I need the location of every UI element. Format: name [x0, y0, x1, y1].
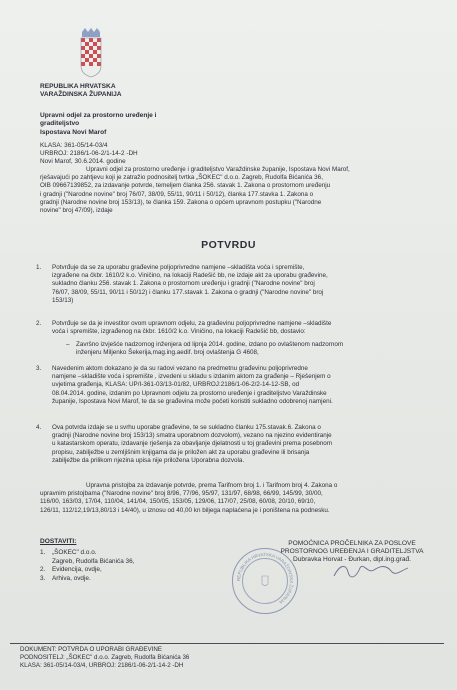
list-item: [40, 566, 134, 575]
signatory-title-2: PROSTORNOG UREĐENJA I GRADITELJSTVA: [280, 548, 424, 556]
crest-square: [97, 38, 101, 42]
item-line: gradnji (Narodne novine broj 153/13) smatra uporabnom dozvolom), vezano na njezino evidentiranje: [52, 432, 332, 440]
intro-line: OIB 09667139852, za izdavanje potvrde, temeljem članka 256. stavak 1. Zakona o prostornom uređenju: [40, 182, 331, 190]
crest-square: [93, 58, 97, 62]
stamp-text: REPUBLIKA HRVATSKA VARAŽDINSKA ŽUPANIJA: [235, 551, 295, 605]
item-line: Potvrđuje se da je investitor ovom upravnom odjelu, za građevinu poljoprivredne namjene –skladište: [52, 320, 332, 327]
item-number: 2.: [36, 320, 42, 327]
item-line: 08.04.2014. godine, izdanim po Upravnom odjelu za prostorno uređenje i graditeljstvo Varaždinske: [52, 389, 327, 397]
department-header: [40, 112, 157, 137]
item-line: županije, Ispostava Novi Marof, te da se građevina može početi koristiti sukladno odobrenoj namjeni.: [52, 397, 333, 405]
dash-bullet: –: [66, 341, 70, 348]
intro-line: novine" broj 47/09), izdaje: [40, 207, 113, 215]
document-meta: [40, 142, 138, 167]
recipient-text: Evidencija, ovdje,: [52, 566, 102, 574]
item-line: izgrađene na čkbr. 1610/2 k.o. Viničino, na lokaciji Radešić bb, ne izdaje akt za uporabu građevine,: [52, 272, 328, 280]
recipient-number: 1.: [40, 549, 46, 556]
signatory-title-1: POMOĆNICA PROČELNIKA ZA POSLOVE: [288, 540, 416, 547]
crest-square: [89, 62, 93, 66]
crest-square: [93, 42, 97, 46]
intro-line: i gradnji ("Narodne novine" broj 76/07, 38/09, 55/11, 90/11 i 50/12), članka 177.stavka 1. Zakona o: [40, 190, 314, 198]
recipient-text: Zagreb, Rudolfa Bićanića 36,: [52, 557, 135, 565]
crest-square: [89, 38, 93, 42]
item-number: 1.: [36, 264, 42, 271]
fees-line: 126/11, 112/12,19/13,80/13 i 14/40), u iznosu od 40,00 kn biljega naplaćena je i poništena na podnesku.: [40, 506, 330, 514]
crest-square: [93, 50, 97, 54]
klasa: KLASA: 361-05/14-03/4: [40, 142, 108, 149]
crest-square: [81, 46, 85, 50]
fees-line: Upravna pristojba za izdavanje potvrde, prema Tarifnom broj 1. i Tarifnom broj 4. Zakona o: [86, 482, 338, 489]
item-line: 76/07, 38/09, 55/11, 90/11 i 50/12) i članku 177.stavak 1. Zakona o gradnji ("Narodne novine" broj: [52, 288, 324, 296]
crest-square: [97, 46, 101, 50]
footer-line-3: KLASA: 361-05/14-03/4, URBROJ: 2186/1-06-2/1-14-2 -DH: [20, 661, 184, 669]
crest-square: [97, 54, 101, 58]
recipient-text: „ŠOKEC" d.o.o.: [52, 549, 97, 556]
footer-divider: [10, 643, 444, 644]
list-item: [36, 264, 428, 305]
sub-item: [66, 341, 426, 357]
department-line-1: Upravni odjel za prostorno uređenje i: [40, 112, 157, 119]
fees-paragraph: [40, 482, 426, 515]
item-line: Navedenim aktom dokazano je da su radovi vezano na predmetnu građevinu poljoprivredne: [52, 365, 308, 372]
crest-square: [85, 58, 89, 62]
signatory-name: Dubravka Horvat - Đurkan, dipl.ing.građ.: [292, 556, 411, 564]
item-number: 3.: [36, 365, 42, 372]
recipient-number: 2.: [40, 566, 46, 574]
item-line: sukladno članku 256. stavak 1. Zakona o prostornom uređenju i gradnji ("Narodne novine" broj: [52, 280, 315, 288]
item-line: propisu, zabilježbe u zemljišnim knjigama da je priložen akt za uporabu građevine ili brisanja: [52, 448, 310, 456]
item-line: namjene –skladište voća i spremište , izvedeni u skladu s izdanim aktom za građenje – Rješenjem o: [52, 373, 331, 381]
document-title: POTVRDU: [201, 239, 256, 251]
list-item: [36, 424, 428, 465]
list-item: [40, 575, 134, 584]
item-line: voća i spremište, izgrađenog na čkbr. 1610/2 k.o. Viničino, na lokaciji Radešić bb, dostavio:: [52, 328, 306, 336]
dostaviti-label: DOSTAVITI:: [40, 538, 77, 545]
item-line: zabilježbe da prilikom njezina upisa nije priložena Uporabna dozvola.: [52, 456, 245, 464]
list-item: [36, 320, 428, 336]
crest-square: [85, 50, 89, 54]
recipient-number: 3.: [40, 574, 46, 582]
crest-square: [81, 62, 85, 66]
item-line: Ova potvrda izdaje se u svrhu uporabe građevine, te se sukladno članku 175.stavak.6. Zakona o: [52, 424, 321, 431]
crest-square: [85, 42, 89, 46]
header-line-1: REPUBLIKA HRVATSKA: [40, 83, 116, 90]
footer-line-2: PODNOSITELJ: „ŠOKEC" d.o.o. Zagreb, Rudolfa Bićanića 36: [20, 653, 190, 661]
recipient-list: [40, 549, 134, 583]
department-line-2: graditeljstvo: [40, 120, 80, 128]
crest-square: [89, 46, 93, 50]
list-item: [36, 365, 428, 406]
crest-square: [81, 54, 85, 58]
issuer-header: [40, 83, 122, 100]
item-line: 153/13): [52, 296, 74, 304]
fees-line: 116/00, 163/03, 17/04, 110/04, 141/04, 150/05, 153/05, 129/06, 117/07, 25/08, 60/08, 20/10, 69/10,: [40, 498, 316, 506]
intro-paragraph: [40, 166, 424, 215]
coat-of-arms-icon: [80, 28, 102, 78]
intro-line: gradnji (Narodne novine broj 153/13), te članka 159. Zakona o općem upravnom postupku ("Narodne: [40, 198, 322, 206]
intro-line: rješavajući po zahtjevu koji je zatražio podnositelj tvrtka „ŠOKEC" d.o.o. Zagreb, Rudolfa Bićanića 36,: [40, 174, 323, 182]
item-line: u katastarskom operatu, izdavanje rješenja za obavljanje djelatnosti u toj građevini prema posebnom: [52, 440, 333, 448]
item-number: 4.: [36, 424, 42, 431]
handwritten-signature-icon: [330, 560, 410, 582]
sub-item-line: Završno izvješće nadzornog inženjera od lipnja 2014. godine, izdano po ovlaštenom nadzornom: [76, 341, 344, 348]
crest-square: [97, 62, 101, 66]
department-line-3: Ispostava Novi Marof: [40, 128, 107, 136]
list-item: [40, 558, 134, 567]
crest-square: [81, 38, 85, 42]
intro-line: Upravni odjel za prostorno uređenje i graditeljstvo Varaždinske županije, Ispostava Novi Marof,: [86, 166, 350, 173]
urbroj: URBROJ: 2186/1-06-2/1-14-2 -DH: [40, 150, 138, 158]
footer-line-1: DOKUMENT: POTVRDA O UPORABI GRAĐEVINE: [20, 646, 162, 653]
item-line: Potvrđuje da se za uporabu građevine poljoprivredne namjene –skladišta voća i spremište,: [52, 264, 305, 271]
footer: [20, 646, 189, 669]
sub-item-line: inženjeru Miljenko Šekerija,mag.ing.aedif. broj ovlaštenja G 4608,: [76, 349, 259, 357]
header-line-2: VARAŽDINSKA ŽUPANIJA: [40, 91, 122, 99]
list-item: [40, 549, 134, 558]
recipient-text: Arhiva, ovdje.: [52, 574, 91, 582]
item-line: uvjetima građenja, KLASA: UP/I-361-03/13-01/82, URBROJ:2186/1-06-2/2-14-12-SB, od: [52, 381, 300, 389]
fees-line: upravnim pristojbama ("Narodne novine" broj 8/96, 77/96, 95/97, 131/97, 68/98, 66/99, 145/99, 30/00,: [40, 490, 323, 498]
place-date: Novi Marof, 30.6.2014. godine: [40, 158, 126, 166]
crest-square: [89, 54, 93, 58]
